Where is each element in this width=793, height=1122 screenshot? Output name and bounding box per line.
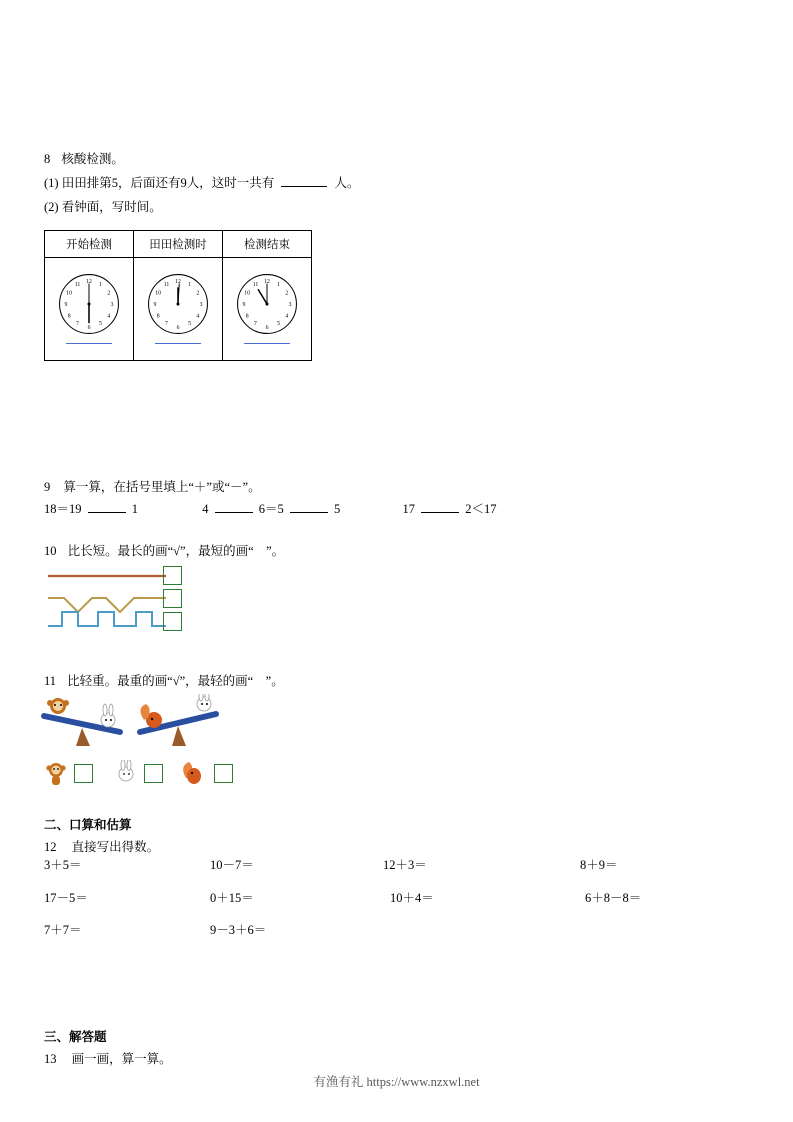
question-13-number: 13 xyxy=(44,1052,57,1066)
rabbit-icon xyxy=(101,713,115,727)
clock-answer-blank-1[interactable] xyxy=(66,336,112,344)
svg-text:9: 9 xyxy=(153,301,157,308)
svg-text:1: 1 xyxy=(99,282,102,289)
q9-blank-2[interactable] xyxy=(215,500,253,513)
svg-text:11: 11 xyxy=(252,282,259,289)
question-8-header xyxy=(44,150,124,169)
question-8-number: 8 xyxy=(44,152,51,166)
calc-cell-r1c2: 10－7＝ xyxy=(210,858,254,872)
question-10-title: 比长短。最长的画“√”，最短的画“ ”。 xyxy=(67,544,285,558)
question-13-header xyxy=(44,1050,172,1069)
clock-answer-blank-3[interactable] xyxy=(244,336,290,344)
question-11-number: 11 xyxy=(44,674,57,688)
calc-cell-r3c2: 9－3＋6＝ xyxy=(210,923,267,937)
clock-face-icon-3 xyxy=(235,272,299,336)
q9-expr-4: 6＝5 xyxy=(258,502,284,516)
svg-text:1: 1 xyxy=(277,282,280,289)
q9-expr-5: 5 xyxy=(334,502,341,516)
calc-cell-r1c1: 3＋5＝ xyxy=(44,858,82,872)
question-8-sub2-text: (2) 看钟面，写时间。 xyxy=(44,200,162,214)
question-10-number: 10 xyxy=(44,544,57,558)
zigzag-line xyxy=(48,598,166,612)
svg-text:10: 10 xyxy=(66,290,73,297)
q9-expr-1: 18＝19 xyxy=(44,502,82,516)
length-comparison-figure xyxy=(44,568,244,638)
seesaw-right xyxy=(140,694,216,746)
svg-text:12: 12 xyxy=(264,278,270,285)
calc-cell-r3c1: 7＋7＝ xyxy=(44,923,82,937)
q9-blank-1[interactable] xyxy=(88,500,126,513)
length-answer-boxes xyxy=(163,566,182,635)
answer-blank-1[interactable] xyxy=(281,174,327,187)
weight-answer-box-1[interactable] xyxy=(74,764,93,783)
question-8-sub1 xyxy=(44,174,359,193)
calc-cell-r2c3: 10＋4＝ xyxy=(390,891,434,905)
question-8-sub2 xyxy=(44,198,162,217)
question-8-sub1-text: (1) 田田排第5，后面还有9人，这时一共有 xyxy=(44,176,275,190)
calc-cell-r1c3: 12＋3＝ xyxy=(383,858,427,872)
clock-table xyxy=(44,230,312,361)
svg-text:3: 3 xyxy=(199,301,203,308)
svg-text:12: 12 xyxy=(175,278,181,285)
svg-text:8: 8 xyxy=(245,313,249,320)
svg-text:7: 7 xyxy=(76,321,79,328)
question-12-header xyxy=(44,838,159,857)
svg-text:5: 5 xyxy=(188,321,191,328)
seesaw-left xyxy=(44,698,120,746)
page-footer: 有渔有礼 https://www.nzxwl.net xyxy=(313,1075,480,1089)
svg-text:2: 2 xyxy=(107,290,111,297)
svg-text:10: 10 xyxy=(155,290,162,297)
svg-text:4: 4 xyxy=(285,313,289,320)
svg-text:4: 4 xyxy=(107,313,111,320)
svg-text:7: 7 xyxy=(165,321,168,328)
svg-text:12: 12 xyxy=(86,278,92,285)
calc-cell-r1c4: 8＋9＝ xyxy=(580,858,618,872)
question-11-title: 比轻重。最重的画“√”，最轻的画“ ”。 xyxy=(67,674,284,688)
clock-header-cell-2: 田田检测时 xyxy=(134,231,223,258)
q9-expr-6: 17 xyxy=(402,502,416,516)
calc-cell-r2c2: 0＋15＝ xyxy=(210,891,254,905)
question-9-header xyxy=(44,478,261,497)
svg-text:6: 6 xyxy=(265,324,269,331)
svg-text:3: 3 xyxy=(288,301,292,308)
svg-text:2: 2 xyxy=(196,290,200,297)
svg-text:8: 8 xyxy=(156,313,160,320)
svg-text:11: 11 xyxy=(74,282,81,289)
length-answer-box-2[interactable] xyxy=(163,589,182,608)
rabbit-small-icon xyxy=(114,760,138,786)
svg-text:9: 9 xyxy=(242,301,246,308)
question-8-sub1-tail: 人。 xyxy=(334,176,360,190)
clock-cell-1 xyxy=(45,258,134,361)
clock-face-icon-2 xyxy=(146,272,210,336)
svg-text:5: 5 xyxy=(99,321,102,328)
svg-text:1: 1 xyxy=(188,282,191,289)
q9-expr-2: 1 xyxy=(131,502,139,516)
svg-text:3: 3 xyxy=(110,301,114,308)
question-12-number: 12 xyxy=(44,840,57,854)
svg-text:9: 9 xyxy=(64,301,68,308)
weight-answer-box-2[interactable] xyxy=(144,764,163,783)
q9-expr-3: 4 xyxy=(202,502,209,516)
clock-cell-3 xyxy=(223,258,312,361)
svg-text:2: 2 xyxy=(285,290,289,297)
svg-text:7: 7 xyxy=(254,321,257,328)
q9-blank-4[interactable] xyxy=(421,500,459,513)
clock-face-icon-1 xyxy=(57,272,121,336)
question-10-header xyxy=(44,542,284,561)
svg-text:5: 5 xyxy=(277,321,280,328)
clock-header-cell-3: 检测结束 xyxy=(223,231,312,258)
weight-answer-box-3[interactable] xyxy=(214,764,233,783)
calc-cell-r2c1: 17－5＝ xyxy=(44,891,88,905)
monkey-small-icon xyxy=(44,760,68,786)
length-answer-box-3[interactable] xyxy=(163,612,182,631)
question-8-title: 核酸检测。 xyxy=(61,152,124,166)
q9-expr-7: 2＜17 xyxy=(465,502,497,516)
calc-cell-r2c4: 6＋8－8＝ xyxy=(585,891,642,905)
square-wave-line xyxy=(48,612,166,626)
question-13-title: 画一画，算一算。 xyxy=(71,1052,172,1066)
question-9-title: 算一算，在括号里填上“＋”或“－”。 xyxy=(63,480,261,494)
squirrel-small-icon xyxy=(180,760,206,788)
question-12-title: 直接写出得数。 xyxy=(71,840,160,854)
svg-text:6: 6 xyxy=(176,324,180,331)
clock-answer-blank-2[interactable] xyxy=(155,336,201,344)
clock-header-cell-1: 开始检测 xyxy=(45,231,134,258)
svg-text:10: 10 xyxy=(244,290,251,297)
section-2-title: 二、口算和估算 xyxy=(44,818,132,832)
svg-text:6: 6 xyxy=(87,324,91,331)
clock-cell-2 xyxy=(134,258,223,361)
question-9-number: 9 xyxy=(44,480,51,494)
weight-answer-row xyxy=(38,764,258,790)
section-3-title: 三、解答题 xyxy=(44,1030,107,1044)
q9-blank-3[interactable] xyxy=(290,500,328,513)
svg-text:11: 11 xyxy=(163,282,170,289)
length-answer-box-1[interactable] xyxy=(163,566,182,585)
clock-table-body-row xyxy=(45,258,312,361)
svg-text:8: 8 xyxy=(67,313,71,320)
question-11-header xyxy=(44,672,284,691)
svg-text:4: 4 xyxy=(196,313,200,320)
clock-table-header-row xyxy=(45,231,312,258)
question-9-expressions xyxy=(44,500,497,519)
